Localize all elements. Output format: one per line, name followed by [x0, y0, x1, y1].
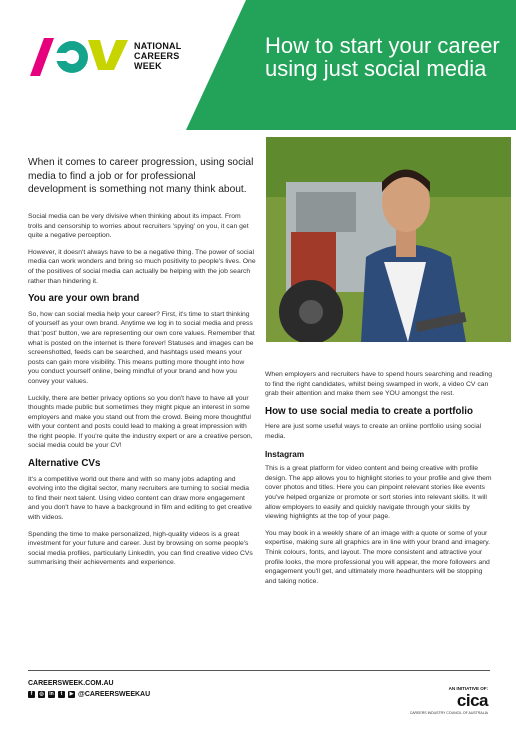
- cica-subtitle: CAREERS INDUSTRY COUNCIL OF AUSTRALIA: [409, 711, 488, 715]
- paragraph: Luckily, there are better privacy options so you don't have to have all your thoughts made public but sometimes they might pique an interest in some employers and make you stand out from the crowd. Being more thoughtful with your content and posts could lead to making a great impression with the right people. If you're quite the industry expert or are a creative person, social media could be your CV!: [28, 394, 253, 450]
- intro-text: When it comes to career progression, using social media to find a job or for professional development is something not many think about.: [28, 157, 254, 195]
- initiative-label: AN INITIATIVE OF:: [448, 686, 488, 691]
- subheading-instagram: Instagram: [265, 449, 305, 459]
- footer-url[interactable]: CAREERSWEEK.COM.AU: [28, 680, 114, 687]
- paragraph: However, it doesn't always have to be a negative thing. The power of social media can work wonders and bring so much positivity to people's lives. One of the positives of social media can actually be helping with the job search rather than hindering it.: [28, 248, 256, 285]
- footer-divider: [28, 670, 490, 671]
- twitter-icon[interactable]: t: [58, 691, 65, 698]
- paragraph: So, how can social media help your career? First, it's time to start thinking of yourself as your own brand. Anytime we log in to social media and press that 'post' button, we are representing our own core values. Remember that what is posted on the internet is there forever! Statuses and images can be screenshotted, feeds can be searched, and hashtags used means your posts can gain more visibility. This means putting more thought into how you conduct yourself online, being mindful of your brand and how you convey your values.: [28, 310, 255, 385]
- youtube-icon[interactable]: ▶: [69, 691, 74, 697]
- header: [0, 0, 516, 130]
- farmer-photo-illustration: [266, 137, 511, 342]
- ncw-logo: [30, 36, 181, 76]
- linkedin-icon[interactable]: in: [49, 691, 54, 697]
- ncw-logo-mark: [30, 36, 128, 76]
- paragraph: Here are just some useful ways to create an online portfolio using social media.: [265, 423, 482, 440]
- ncw-logo-text: NATIONAL CAREERS WEEK: [134, 41, 182, 71]
- section-heading-brand: You are your own brand: [28, 293, 140, 305]
- paragraph: When employers and recruiters have to spend hours searching and reading to find the right candidates, whilst being swamped in work, a video CV can grab their attention and make them see YOU amongst the rest.: [265, 371, 493, 398]
- section-heading-cvs: Alternative CVs: [28, 458, 101, 470]
- section-heading-portfolio: How to use social media to create a portfolio: [265, 405, 473, 417]
- cica-wordmark: cica: [456, 691, 488, 710]
- farmer-photo: [266, 137, 511, 342]
- facebook-icon[interactable]: f: [28, 691, 35, 698]
- paragraph: Spending the time to make personalized, high-quality videos is a great investment for your future and career. Just by browsing on some people's social media profiles, particularly LinkedIn, you can find creative video CVs summarising their achievements and experience.: [28, 530, 253, 567]
- social-icons: [28, 689, 150, 700]
- social-handle[interactable]: @CAREERSWEEKAU: [78, 691, 151, 698]
- cica-logo: [410, 686, 488, 715]
- footer-contact: [28, 678, 150, 700]
- page-title: How to start your career using just social media: [265, 33, 500, 81]
- paragraph: Social media can be very divisive when thinking about its impact. From trolls and censorship to worries about recruiters 'spying' on you, it can get quite a negative perception.: [28, 213, 249, 240]
- right-column: [265, 370, 493, 593]
- instagram-icon[interactable]: ◎: [39, 691, 44, 697]
- paragraph: You may book in a weekly share of an image with a quote or some of your expertise, making sure all graphics are in line with your brand and imagery. Think colours, fonts, and layout. The more consistent and attractive your profile looks, the more professional you will appear, the more followers and engagement you'll get, and ultimately more headhunters will be stopping and taking notice.: [265, 529, 491, 585]
- paragraph: It's a competitive world out there and with so many jobs adapting and evolving into the digital sector, many recruiters are turning to social media to find their next talent. Using video content can draw more engagement and you don't have to have a background in film and editing to get creative with videos.: [28, 475, 252, 522]
- paragraph: This is a great platform for video content and being creative with profile design. The app allows you to highlight stories to your profile and give them cover photos and titles. Here you can pinpoint relevant stories like events you've helped organize or promote or sort stories into relevant skills. It will allow employers to easily and quickly navigate through your skills by viewing highlights at the top of your page.: [265, 465, 492, 521]
- left-column: [28, 212, 256, 575]
